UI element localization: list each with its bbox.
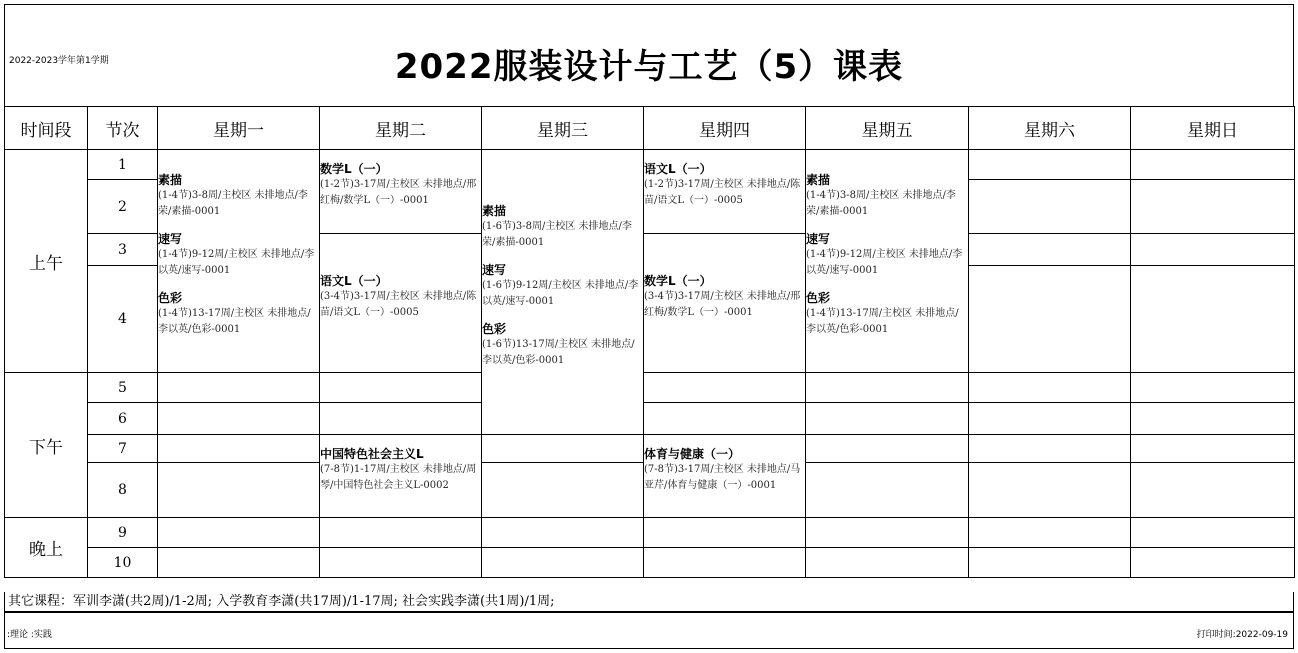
empty-cell bbox=[482, 463, 644, 518]
legend: :理论 :实践 bbox=[7, 630, 52, 640]
session-number: 9 bbox=[88, 518, 158, 548]
course-name: 色彩 bbox=[482, 321, 507, 336]
empty-cell bbox=[969, 435, 1131, 463]
empty-cell bbox=[969, 266, 1131, 373]
empty-cell bbox=[320, 373, 482, 403]
course-block[interactable] bbox=[482, 204, 643, 251]
course-block[interactable] bbox=[320, 274, 481, 321]
course-info: (3-4节)3-17周/主校区 未排地点/邢红梅/数学L（一）-0001 bbox=[644, 290, 801, 318]
empty-cell bbox=[806, 548, 969, 578]
col-header-tuesday: 星期二 bbox=[320, 107, 482, 150]
table-row bbox=[5, 150, 1295, 180]
course-block[interactable] bbox=[644, 162, 805, 209]
empty-cell bbox=[644, 403, 806, 435]
empty-cell bbox=[644, 373, 806, 403]
print-time: 打印时间:2022-09-19 bbox=[1196, 630, 1288, 640]
period-afternoon: 下午 bbox=[5, 373, 88, 518]
col-header-session: 节次 bbox=[88, 107, 158, 150]
course-block[interactable] bbox=[644, 447, 805, 494]
col-header-saturday: 星期六 bbox=[969, 107, 1131, 150]
empty-cell bbox=[969, 234, 1131, 266]
table-row bbox=[5, 403, 1295, 435]
empty-cell bbox=[158, 373, 320, 403]
course-info: (1-6节)9-12周/主校区 未排地点/李以英/速写-0001 bbox=[482, 279, 639, 307]
empty-cell bbox=[969, 150, 1131, 180]
course-info: (1-2节)3-17周/主校区 未排地点/邢红梅/数学L（一）-0001 bbox=[320, 179, 477, 206]
empty-cell bbox=[806, 373, 969, 403]
session-number: 7 bbox=[88, 435, 158, 463]
empty-cell bbox=[482, 548, 644, 578]
course-block[interactable] bbox=[806, 291, 968, 338]
empty-cell bbox=[1131, 150, 1295, 180]
col-header-thursday: 星期四 bbox=[644, 107, 806, 150]
empty-cell bbox=[969, 548, 1131, 578]
course-info: (7-8节)1-17周/主校区 未排地点/周琴/中国特色社会主义L-0002 bbox=[320, 463, 477, 491]
empty-cell bbox=[158, 463, 320, 518]
course-block[interactable] bbox=[158, 173, 319, 220]
course-info: (1-4节)13-17周/主校区 未排地点/李以英/色彩-0001 bbox=[158, 307, 311, 335]
empty-cell bbox=[158, 435, 320, 463]
empty-cell bbox=[158, 518, 320, 548]
period-evening: 晚上 bbox=[5, 518, 88, 578]
session-number: 1 bbox=[88, 150, 158, 180]
course-name: 色彩 bbox=[158, 290, 183, 305]
session-number: 10 bbox=[88, 548, 158, 578]
course-block[interactable] bbox=[158, 291, 319, 338]
wednesday-s1-6-cell[interactable] bbox=[482, 150, 644, 435]
course-info: (3-4节)3-17周/主校区 未排地点/陈苗/语文L（一）-0005 bbox=[320, 290, 477, 318]
empty-cell bbox=[1131, 463, 1295, 518]
col-header-friday: 星期五 bbox=[806, 107, 969, 150]
empty-cell bbox=[1131, 518, 1295, 548]
course-name: 素描 bbox=[806, 172, 831, 187]
course-name: 素描 bbox=[482, 203, 507, 218]
table-row bbox=[5, 518, 1295, 548]
course-name: 语文L（一） bbox=[320, 273, 388, 288]
table-row bbox=[5, 435, 1295, 463]
col-header-period: 时间段 bbox=[5, 107, 88, 150]
course-info: (1-6节)3-8周/主校区 未排地点/李荣/素描-0001 bbox=[482, 220, 632, 248]
session-number: 6 bbox=[88, 403, 158, 435]
schedule-table bbox=[4, 106, 1295, 578]
session-number: 8 bbox=[88, 463, 158, 518]
course-block[interactable] bbox=[806, 232, 968, 279]
empty-cell bbox=[1131, 373, 1295, 403]
course-name: 速写 bbox=[482, 262, 507, 277]
course-block[interactable] bbox=[644, 274, 805, 321]
empty-cell bbox=[969, 403, 1131, 435]
empty-cell bbox=[1131, 266, 1295, 373]
empty-cell bbox=[969, 463, 1131, 518]
empty-cell bbox=[158, 403, 320, 435]
other-courses: 其它课程：军训李潇(共2周)/1-2周; 入学教育李潇(共17周)/1-17周; 社会实践李潇(共1周)/1周; bbox=[4, 592, 1294, 612]
thursday-s7-8-cell[interactable] bbox=[644, 435, 806, 518]
course-info: (7-8节)3-17周/主校区 未排地点/马亚芹/体育与健康（一）-0001 bbox=[644, 463, 801, 491]
session-number: 3 bbox=[88, 234, 158, 266]
tuesday-s3-4-cell[interactable] bbox=[320, 234, 482, 373]
course-block[interactable] bbox=[320, 162, 481, 209]
course-name: 中国特色社会主义L bbox=[320, 446, 424, 461]
course-name: 数学L（一） bbox=[644, 273, 712, 288]
empty-cell bbox=[644, 548, 806, 578]
course-name: 语文L（一） bbox=[644, 162, 712, 176]
thursday-s1-2-cell[interactable] bbox=[644, 150, 806, 234]
course-block[interactable] bbox=[482, 322, 643, 369]
course-block[interactable] bbox=[482, 263, 643, 310]
session-number: 2 bbox=[88, 180, 158, 234]
period-morning: 上午 bbox=[5, 150, 88, 373]
empty-cell bbox=[969, 180, 1131, 234]
empty-cell bbox=[158, 548, 320, 578]
empty-cell bbox=[1131, 403, 1295, 435]
empty-cell bbox=[969, 518, 1131, 548]
course-name: 色彩 bbox=[806, 290, 831, 305]
course-info: (1-2节)3-17周/主校区 未排地点/陈苗/语文L（一）-0005 bbox=[644, 179, 801, 206]
course-name: 体育与健康（一） bbox=[644, 446, 741, 461]
course-block[interactable] bbox=[320, 447, 481, 494]
table-row bbox=[5, 373, 1295, 403]
monday-morning-cell[interactable] bbox=[158, 150, 320, 373]
empty-cell bbox=[320, 548, 482, 578]
session-number: 4 bbox=[88, 266, 158, 373]
course-info: (1-4节)13-17周/主校区 未排地点/李以英/色彩-0001 bbox=[806, 307, 959, 335]
table-header-row bbox=[5, 107, 1295, 150]
course-info: (1-4节)3-8周/主校区 未排地点/李荣/素描-0001 bbox=[806, 189, 956, 217]
course-name: 速写 bbox=[158, 231, 183, 246]
session-number: 5 bbox=[88, 373, 158, 403]
empty-cell bbox=[320, 518, 482, 548]
thursday-s3-4-cell[interactable] bbox=[644, 234, 806, 373]
empty-cell bbox=[806, 403, 969, 435]
friday-morning-cell[interactable] bbox=[806, 150, 969, 373]
course-block[interactable] bbox=[806, 173, 968, 220]
col-header-monday: 星期一 bbox=[158, 107, 320, 150]
col-header-sunday: 星期日 bbox=[1131, 107, 1295, 150]
term-label: 2022-2023学年第1学期 bbox=[9, 56, 109, 66]
empty-cell bbox=[1131, 435, 1295, 463]
footer-bar bbox=[4, 612, 1294, 649]
header bbox=[4, 4, 1294, 106]
empty-cell bbox=[1131, 234, 1295, 266]
course-info: (1-4节)9-12周/主校区 未排地点/李以英/速写-0001 bbox=[158, 248, 315, 276]
empty-cell bbox=[320, 403, 482, 435]
empty-cell bbox=[1131, 548, 1295, 578]
course-info: (1-4节)3-8周/主校区 未排地点/李荣/素描-0001 bbox=[158, 189, 308, 217]
col-header-wednesday: 星期三 bbox=[482, 107, 644, 150]
course-name: 数学L（一） bbox=[320, 162, 388, 176]
empty-cell bbox=[806, 518, 969, 548]
empty-cell bbox=[969, 373, 1131, 403]
course-name: 速写 bbox=[806, 231, 831, 246]
course-info: (1-6节)13-17周/主校区 未排地点/李以英/色彩-0001 bbox=[482, 338, 635, 366]
empty-cell bbox=[482, 435, 644, 463]
page-title: 2022服装设计与工艺（5）课表 bbox=[394, 47, 904, 87]
course-block[interactable] bbox=[158, 232, 319, 279]
course-info: (1-4节)9-12周/主校区 未排地点/李以英/速写-0001 bbox=[806, 248, 963, 276]
table-row bbox=[5, 548, 1295, 578]
empty-cell bbox=[1131, 180, 1295, 234]
tuesday-s1-2-cell[interactable] bbox=[320, 150, 482, 234]
empty-cell bbox=[644, 518, 806, 548]
course-name: 素描 bbox=[158, 172, 183, 187]
empty-cell bbox=[806, 463, 969, 518]
tuesday-s7-8-cell[interactable] bbox=[320, 435, 482, 518]
empty-cell bbox=[806, 435, 969, 463]
empty-cell bbox=[482, 518, 644, 548]
